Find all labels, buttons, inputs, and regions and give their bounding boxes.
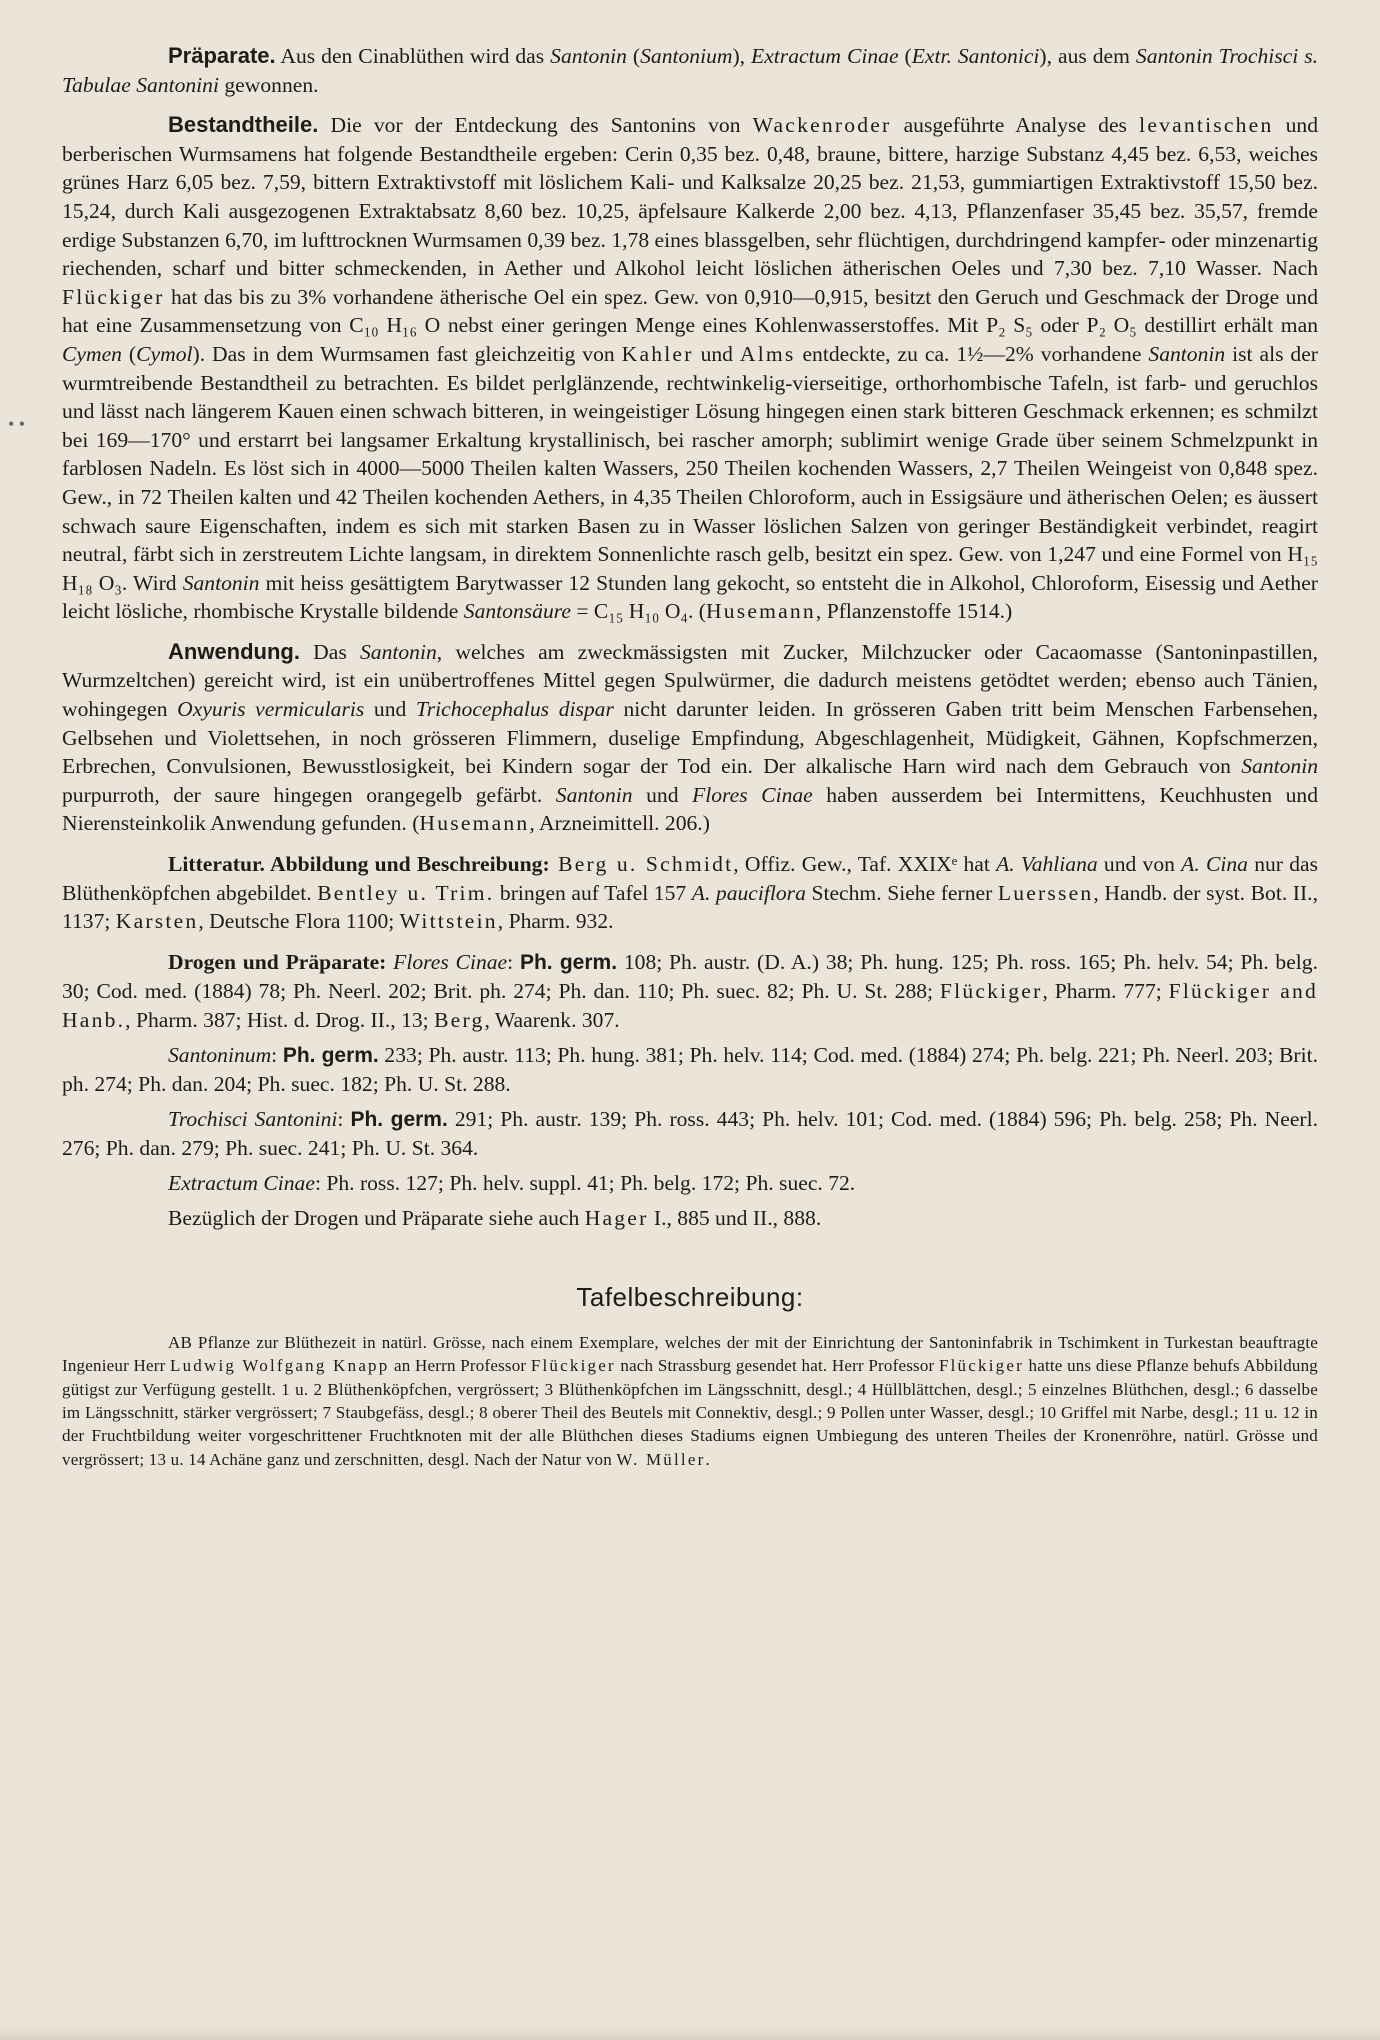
section-bezueglich: Bezüglich der Drogen und Präparate siehe auch Hager I., 885 und II., 888. [168,1205,822,1230]
heading-anwendung: Anwendung. [168,638,300,664]
heading-drogen: Drogen und Präparate: [168,949,387,974]
section-santoninum: Santoninum: Ph. germ. 233; Ph. austr. 113; Ph. hung. 381; Ph. helv. 114; Cod. med. (1884) 274; Ph. belg. 221; Ph. Neerl. 203; Brit. ph. 274; Ph. dan. 204; Ph. suec. 182; Ph. U. St. 288. [62,1042,1318,1097]
tafel-title: Tafelbeschreibung: [576,1282,804,1313]
section-trochisci: Trochisci Santonini: Ph. germ. 291; Ph. austr. 139; Ph. ross. 443; Ph. helv. 101; Cod. med. (1884) 596; Ph. belg. 258; Ph. Neerl. 276; Ph. dan. 279; Ph. suec. 241; Ph. U. St. 364. [62,1106,1319,1161]
page-bottom-edge [0,2026,1380,2040]
section-extractum: Extractum Cinae: Ph. ross. 127; Ph. helv. suppl. 41; Ph. belg. 172; Ph. suec. 72. [168,1170,856,1195]
section-drogen: Drogen und Präparate: Flores Cinae: Ph. germ. 108; Ph. austr. (D. A.) 38; Ph. hung. 125; Ph. ross. 165; Ph. helv. 54; Ph. belg. 30; Cod. med. (1884) 78; Ph. Neerl. 202; Brit. ph. 274; Ph. dan. 110; Ph. suec. 82; Ph. U. St. 288; Flückiger, Pharm. 777; Flückiger and Hanb., Pharm. 387; Hist. d. Drog. II., 13; Berg, Waarenk. 307. [62,949,1319,1032]
section-anwendung: Anwendung. Das Santonin, welches am zweckmässigsten mit Zucker, Milchzucker oder Cacaomasse (Santoninpastillen, Wurmzeltchen) gereicht wird, ist ein unübertroffenes Mittel gegen Spulwürmer, die dadurch meistens getödtet werden; ebenso auch Tänien, wohingegen Oxyuris vermicularis und Trichocephalus dispar nicht darunter leiden. In grösseren Gaben tritt beim Menschen Farbensehen, Gelbsehen und Violettsehen, in noch grösseren Flimmern, duselige Empfindung, Abgeschlagenheit, Müdigkeit, Gähnen, Kopfschmerzen, Erbrechen, Convulsionen, Bewusstlosigkeit, bei Kindern sogar der Tod ein. Der alkalische Harn wird nach dem Gebrauch von Santonin purpurroth, der saure hingegen orangegelb gefärbt. Santonin und Flores Cinae haben ausserdem bei Intermittens, Keuchhusten und Nierensteinkolik Anwendung gefunden. (Husemann, Arzneimittell. 206.) [62,638,1318,836]
margin-dots: • • [8,414,26,434]
heading-bestandtheile: Bestandtheile. [168,112,319,138]
page-content [62,42,1318,1471]
section-praeparate: Präparate. Aus den Cinablüthen wird das Santonin (Santonium), Extractum Cinae (Extr. Santonici), aus dem Santonin Trochisci s. Tabulae Santonini gewonnen. [62,43,1318,97]
section-bestandtheile: Bestandtheile. Die vor der Entdeckung des Santonins von Wackenroder ausgeführte Analyse des levantischen und berberischen Wurmsamens hat folgende Bestandtheile ergeben: Cerin 0,35 bez. 0,48, braune, bittere, harzige Substanz 4,45 bez. 6,53, weiches grünes Harz 6,05 bez. 7,59, bittern Extraktivstoff mit löslichem Kali- und Kalksalze 20,25 bez. 21,53, gummiartigen Extraktivstoff 15,50 bez. 15,24, durch Kali ausgezogenen Extraktabsatz 8,60 bez. 10,25, äpfelsaure Kalkerde 2,00 bez. 4,13, Pflanzenfaser 35,45 bez. 35,57, fremde erdige Substanzen 6,70, im lufttrocknen Wurmsamen 0,39 bez. 1,78 eines blassgelben, sehr flüchtigen, durchdringend kampfer- oder minzenartig riechenden, scharf und bitter schmeckenden, in Aether und Alkohol leicht löslichen ätherischen Oeles und 7,30 bez. 7,10 Wasser. Nach Flückiger hat das bis zu 3% vorhandene ätherische Oel ein spez. Gew. von 0,910—0,915, besitzt den Geruch und Geschmack der Droge und hat eine Zusammensetzung von C₁₀ H₁₆ O nebst einer geringen Menge eines Kohlenwasserstoffes. Mit P₂ S₅ oder P₂ O₅ destillirt erhält man Cymen (Cymol). Das in dem Wurmsamen fast gleichzeitig von Kahler und Alms entdeckte, zu ca. 1½—2% vorhandene Santonin ist als der wurmtreibende Bestandtheil zu betrachten. Es bildet perlglänzende, rechtwinkelig-vierseitige, orthorhombische Tafeln, ist farb- und geruchlos und lässt nach längerem Kauen einen schwach bitteren, in weingeistiger Lösung hingegen einen stark bitteren Geschmack erkennen; es schmilzt bei 169—170° und erstarrt bei langsamer Erkaltung krystallinisch, bei rascher amorph; sublimirt wenige Grade über seinem Schmelzpunkt in farblosen Nadeln. Es löst sich in 4000—5000 Theilen kalten Wassers, 250 Theilen kochenden Wassers, 2,7 Theilen Weingeist von 0,848 spez. Gew., in 72 Theilen kalten und 42 Theilen kochenden Aethers, in 4,35 Theilen Chloroform, auch in Essigsäure und ätherischen Oelen; es äussert schwach saure Eigenschaften, indem es sich mit starken Basen zu in Wasser löslichen Salzen von geringer Beständigkeit verbindet, reagirt neutral, färbt sich in zerstreutem Lichte langsam, in direktem Sonnenlichte rasch gelb, besitzt ein spez. Gew. von 1,247 und eine Formel von H₁₅ H₁₈ O₃. Wird Santonin mit heiss gesättigtem Barytwasser 12 Stunden lang gekocht, so entsteht die in Alkohol, Chloroform, Eisessig und Aether leicht lösliche, rhombische Krystalle bildende Santonsäure = C₁₅ H₁₀ O₄. (Husemann, Pflanzenstoffe 1514.) [62,112,1318,624]
section-tafel: AB Pflanze zur Blüthezeit in natürl. Grösse, nach einem Exemplare, welches der mit der Einrichtung der Santoninfabrik in Tschimkent in Turkestan beauftragte Ingenieur Herr Ludwig Wolfgang Knapp an Herrn Professor Flückiger nach Strassburg gesendet hat. Herr Professor Flückiger hatte uns diese Pflanze behufs Abbildung gütigst zur Verfügung gestellt. 1 u. 2 Blüthenköpfchen, vergrössert; 3 Blüthenköpfchen im Längsschnitt, desgl.; 4 Hüllblättchen, desgl.; 5 einzelnes Blüthchen, desgl.; 6 dasselbe im Längsschnitt, stärker vergrössert; 7 Staubgefäss, desgl.; 8 oberer Theil des Beutels mit Connektiv, desgl.; 9 Pollen unter Wasser, desgl.; 10 Griffel mit Narbe, desgl.; 11 u. 12 in der Fruchtbildung weiter vorgeschrittener Fruchtknoten mit der alle Blüthchen dieses Stadiums eignen Umbiegung des unteren Theiles der Kronenröhre, natürl. Grösse und vergrössert; 13 u. 14 Achäne ganz und zerschnitten, desgl. Nach der Natur von W. Müller. [62,1333,1318,1469]
heading-litteratur: Litteratur. Abbildung und Beschreibung: [168,852,550,877]
section-litteratur: Litteratur. Abbildung und Beschreibung: Berg u. Schmidt, Offiz. Gew., Taf. XXIXᵉ hat A. Vahliana und von A. Cina nur das Blüthenköpfchen abgebildet. Bentley u. Trim. bringen auf Tafel 157 A. pauciflora Stechm. Siehe ferner Luerssen, Handb. der syst. Bot. II., 1137; Karsten, Deutsche Flora 1100; Wittstein, Pharm. 932. [62,852,1318,934]
heading-praeparate: Präparate. [168,43,276,68]
